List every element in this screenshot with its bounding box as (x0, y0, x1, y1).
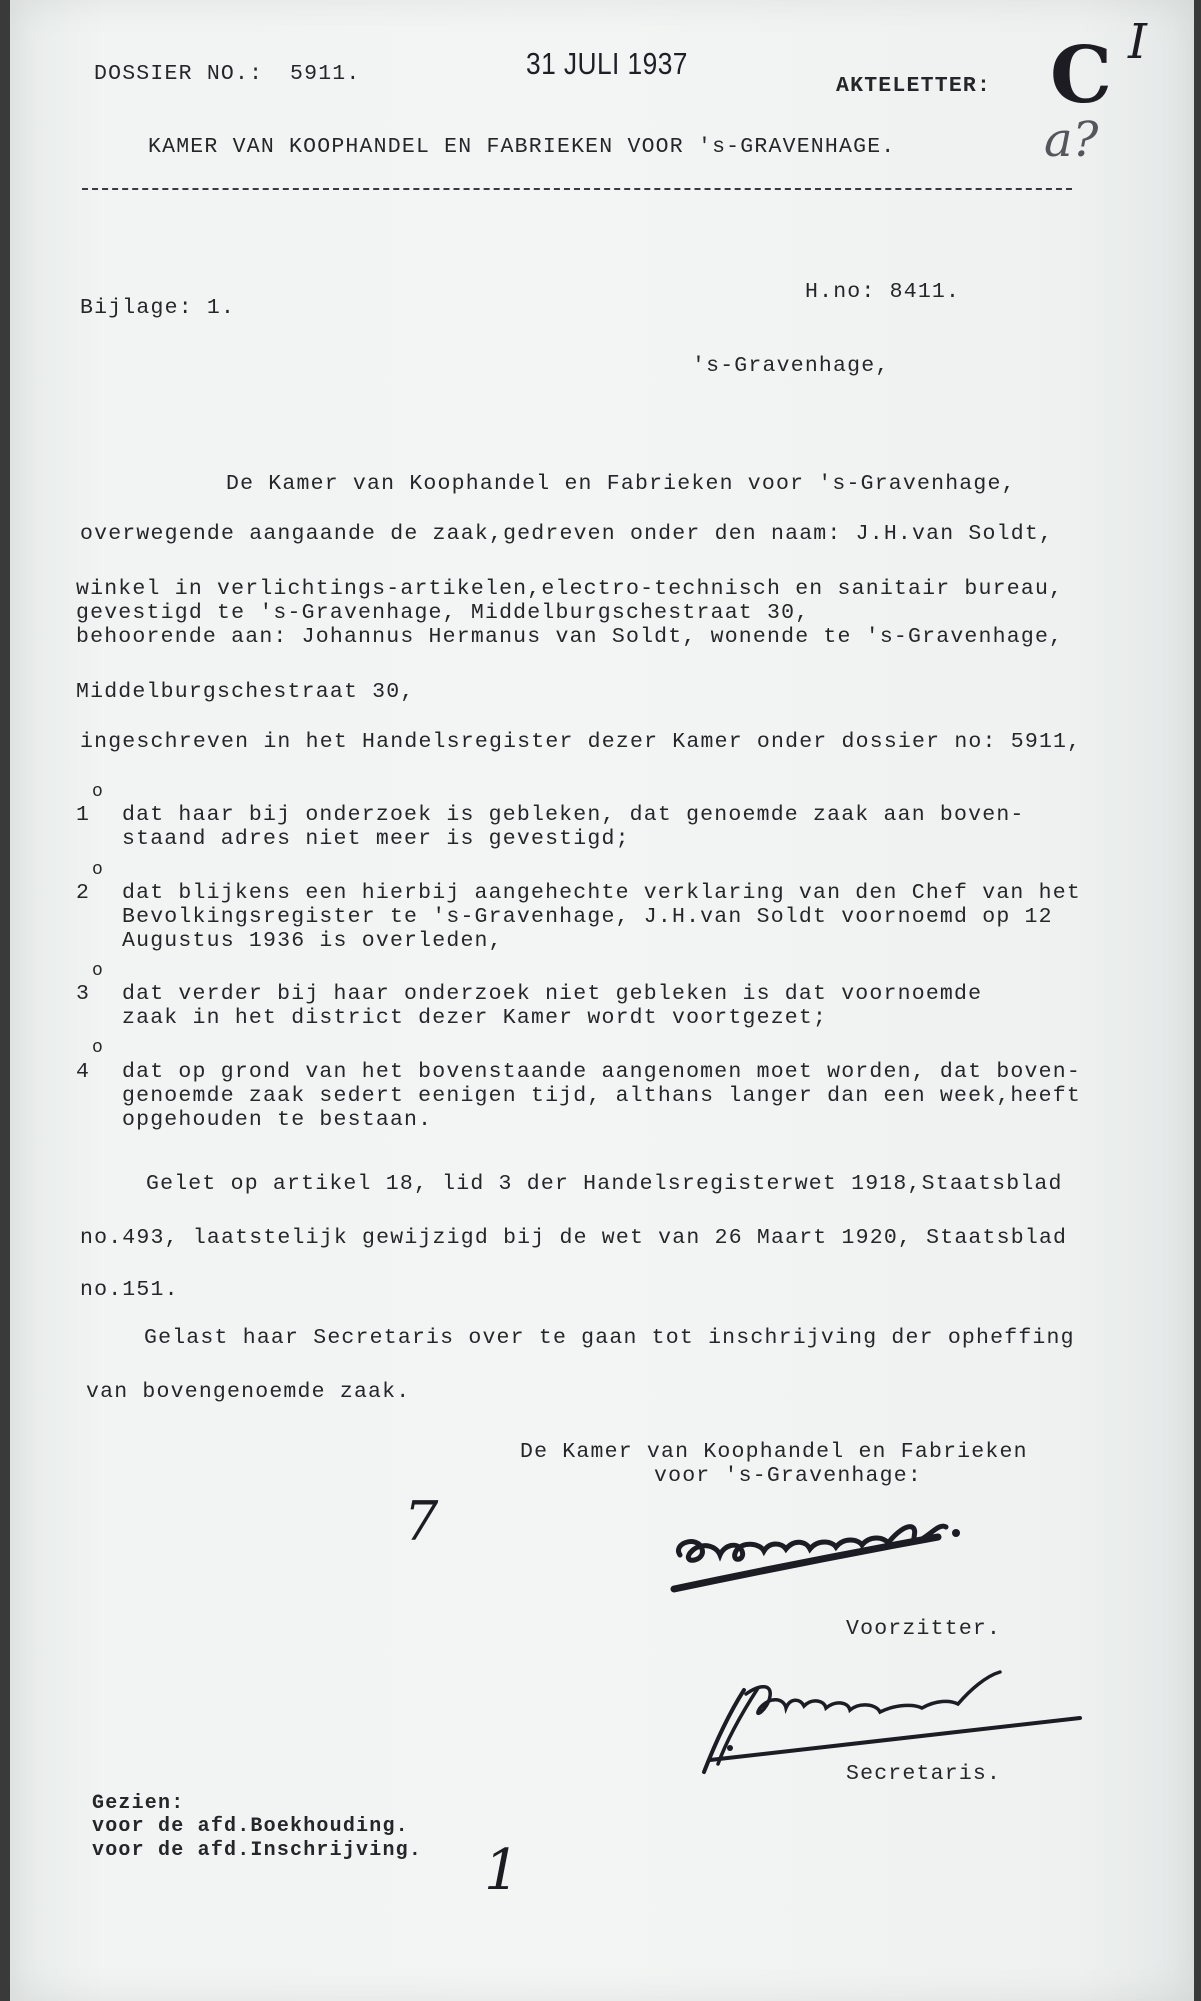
bijlage: Bijlage: 1. (80, 296, 236, 320)
header-divider (82, 188, 1072, 190)
point-1-number: 1 (76, 803, 91, 827)
point-2-line-2: Bevolkingsregister te 's-Gravenhage, J.H.van Soldt voornoemd op 12 (122, 905, 1053, 929)
point-3-sup: o (92, 961, 105, 981)
point-4-line-3: opgehouden te bestaan. (122, 1108, 433, 1132)
akteletter-label: AKTELETTER: (836, 74, 992, 98)
dossier-number: 5911. (290, 62, 361, 86)
closing-line-4: Gelast haar Secretaris over te gaan tot inschrijving der opheffing (144, 1326, 1075, 1350)
point-4-line-2: genoemde zaak sedert eenigen tijd, althans langer dan een week,heeft (122, 1084, 1081, 1108)
intro-line-1: De Kamer van Koophandel en Fabrieken voor 's-Gravenhage, (226, 472, 1016, 496)
point-4-line-1: dat op grond van het bovenstaande aangenomen moet worden, dat boven- (122, 1060, 1081, 1084)
place: 's-Gravenhage, (692, 354, 890, 378)
margin-mark-2: a? (1044, 112, 1099, 168)
document-page (10, 0, 1194, 2001)
intro-line-7: ingeschreven in het Handelsregister dezer Kamer onder dossier no: 5911, (80, 730, 1082, 754)
dept-accounting: voor de afd.Boekhouding. (92, 1815, 409, 1838)
margin-mark-1: I (1128, 14, 1147, 70)
intro-line-6: Middelburgschestraat 30, (76, 680, 415, 704)
intro-line-4: gevestigd te 's-Gravenhage, Middelburgschestraat 30, (76, 601, 810, 625)
signatory-org-line-1: De Kamer van Koophandel en Fabrieken (520, 1440, 1028, 1464)
chairman-title: Voorzitter. (846, 1617, 1002, 1641)
point-2-line-3: Augustus 1936 is overleden, (122, 929, 503, 953)
dept-registration: voor de afd.Inschrijving. (92, 1839, 423, 1862)
point-3-line-1: dat verder bij haar onderzoek niet gebleken is dat voornoemde (122, 982, 983, 1006)
closing-line-5: van bovengenoemde zaak. (86, 1380, 411, 1404)
h-number: H.no: 8411. (805, 280, 961, 304)
point-2-number: 2 (76, 881, 91, 905)
point-4-number: 4 (76, 1060, 91, 1084)
point-3-number: 3 (76, 982, 91, 1006)
closing-line-2: no.493, laatstelijk gewijzigd bij de wet van 26 Maart 1920, Staatsblad (80, 1226, 1068, 1250)
date-stamp: 31 JULI 1937 (526, 46, 688, 81)
signatory-org-line-2: voor 's-Gravenhage: (654, 1464, 922, 1488)
hand-mark-2: 1 (484, 1838, 520, 1903)
intro-line-2: overwegende aangaande de zaak,gedreven onder den naam: J.H.van Soldt, (80, 522, 1054, 546)
secretary-title: Secretaris. (846, 1762, 1002, 1786)
hand-mark-1: 7 (404, 1490, 439, 1553)
akteletter-value: C (1050, 30, 1113, 121)
chairman-signature (670, 1505, 1010, 1620)
closing-line-1: Gelet op artikel 18, lid 3 der Handelsregisterwet 1918,Staatsblad (146, 1172, 1063, 1196)
chamber-title: KAMER VAN KOOPHANDEL EN FABRIEKEN VOOR 's-GRAVENHAGE. (148, 135, 896, 159)
seen-label: Gezien: (92, 1792, 185, 1815)
intro-line-5: behoorende aan: Johannus Hermanus van Soldt, wonende te 's-Gravenhage, (76, 625, 1064, 649)
point-2-sup: o (92, 860, 105, 880)
closing-line-3: no.151. (80, 1278, 179, 1302)
dossier-label: DOSSIER NO.: (94, 62, 264, 86)
point-1-line-1: dat haar bij onderzoek is gebleken, dat genoemde zaak aan boven- (122, 803, 1025, 827)
point-2-line-1: dat blijkens een hierbij aangehechte verklaring van den Chef van het (122, 881, 1081, 905)
intro-line-3: winkel in verlichtings-artikelen,electro-technisch en sanitair bureau, (76, 577, 1064, 601)
point-1-line-2: staand adres niet meer is gevestigd; (122, 827, 630, 851)
point-1-sup: o (92, 782, 105, 802)
point-3-line-2: zaak in het district dezer Kamer wordt voortgezet; (122, 1006, 828, 1030)
point-4-sup: o (92, 1038, 105, 1058)
